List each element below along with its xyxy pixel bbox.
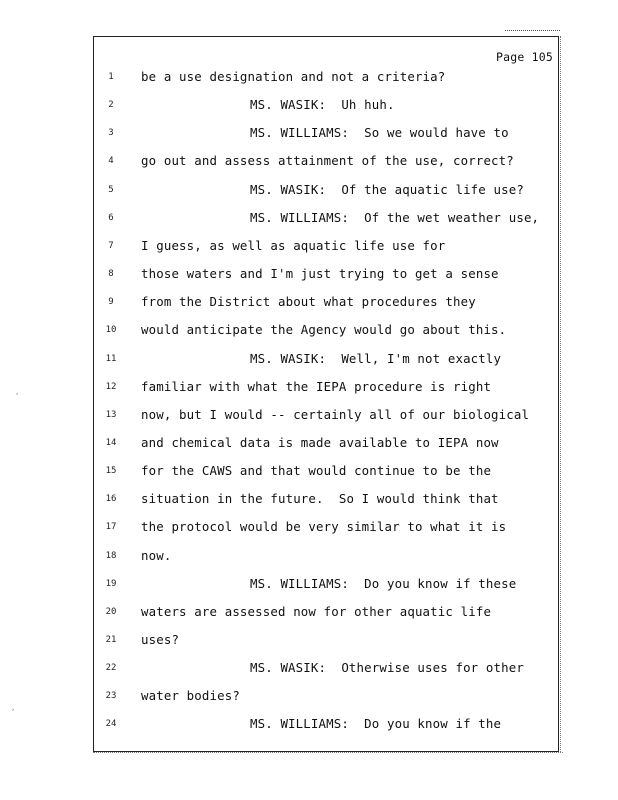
line-number: 10 [105,325,117,336]
line-text: now. [141,547,172,563]
transcript-line [0,518,618,538]
line-text: MS. WILLIAMS: Do you know if the [250,716,502,732]
line-text: those waters and I'm just trying to get a sense [141,266,499,282]
line-number: 24 [105,719,117,730]
line-number: 14 [105,437,117,448]
line-text: would anticipate the Agency would go about this. [141,322,507,338]
line-text: MS. WASIK: Well, I'm not exactly [250,350,502,366]
line-text: uses? [141,632,180,647]
line-text: MS. WASIK: Of the aquatic life use? [250,181,524,197]
line-number: 23 [105,691,117,702]
line-text: water bodies? [141,688,240,704]
transcript-line [0,152,618,172]
line-number: 13 [105,409,117,420]
transcript-line [0,209,618,229]
line-number: 21 [105,635,117,645]
line-text: situation in the future. So I would think that [141,491,499,507]
transcript-line [0,547,618,567]
line-number: 5 [108,184,114,195]
line-number: 15 [105,466,117,477]
transcript-line [0,181,618,201]
transcript-line [0,406,618,426]
line-text: I guess, as well as aquatic life use for [141,237,446,253]
line-text: from the District about what procedures they [141,294,476,310]
transcript-line [0,659,618,679]
transcript-line [0,293,618,313]
line-text: familiar with what the IEPA procedure is right [141,378,492,394]
transcript-line [0,434,618,454]
line-number: 2 [108,100,114,111]
transcript-line [0,603,618,623]
line-number: 6 [108,212,114,223]
line-number: 4 [108,156,114,167]
margin-scan-mark: ′ [16,392,19,403]
line-number: 7 [108,240,114,251]
line-text: for the CAWS and that would continue to be the [141,463,492,479]
line-text: now, but I would -- certainly all of our biological [141,406,530,422]
transcript-line [0,715,618,735]
transcript-line [0,265,618,285]
line-text: go out and assess attainment of the use, correct? [141,153,514,169]
transcript-line [0,687,618,707]
transcript-line [0,96,618,116]
scan-artifact-top [505,30,560,37]
transcript-line [0,575,618,595]
transcript-line [0,490,618,510]
transcript-line [0,68,618,88]
line-number: 17 [105,522,117,533]
line-text: MS. WILLIAMS: So we would have to [250,125,509,141]
transcript-line [0,124,618,144]
transcript-line [0,378,618,398]
line-text: the protocol would be very similar to what it is [141,519,507,535]
line-text: MS. WASIK: Otherwise uses for other [250,660,524,676]
transcript-line [0,462,618,482]
line-number: 3 [108,128,114,139]
transcript-line [0,631,618,651]
scan-artifact-bottom-edge [93,752,563,757]
line-number: 22 [105,663,117,674]
line-text: waters are assessed now for other aquatic life [141,603,492,619]
line-number: 20 [105,606,117,617]
line-number: 8 [108,269,114,280]
page-number: Page 105 [496,50,553,64]
transcript-line [0,321,618,341]
line-number: 18 [105,550,117,561]
line-text: MS. WASIK: Uh huh. [250,97,395,113]
transcript-line [0,237,618,257]
line-number: 1 [108,72,114,82]
line-number: 16 [105,494,117,505]
line-number: 12 [105,381,117,392]
transcript-line [0,350,618,370]
line-number: 9 [108,297,114,308]
line-text: and chemical data is made available to IEPA now [141,434,499,450]
line-number: 11 [105,353,117,364]
line-number: 19 [105,578,117,589]
margin-scan-mark: ′ [12,708,15,719]
line-text: be a use designation and not a criteria? [141,69,446,84]
line-text: MS. WILLIAMS: Of the wet weather use, [250,209,540,225]
line-text: MS. WILLIAMS: Do you know if these [250,575,517,591]
